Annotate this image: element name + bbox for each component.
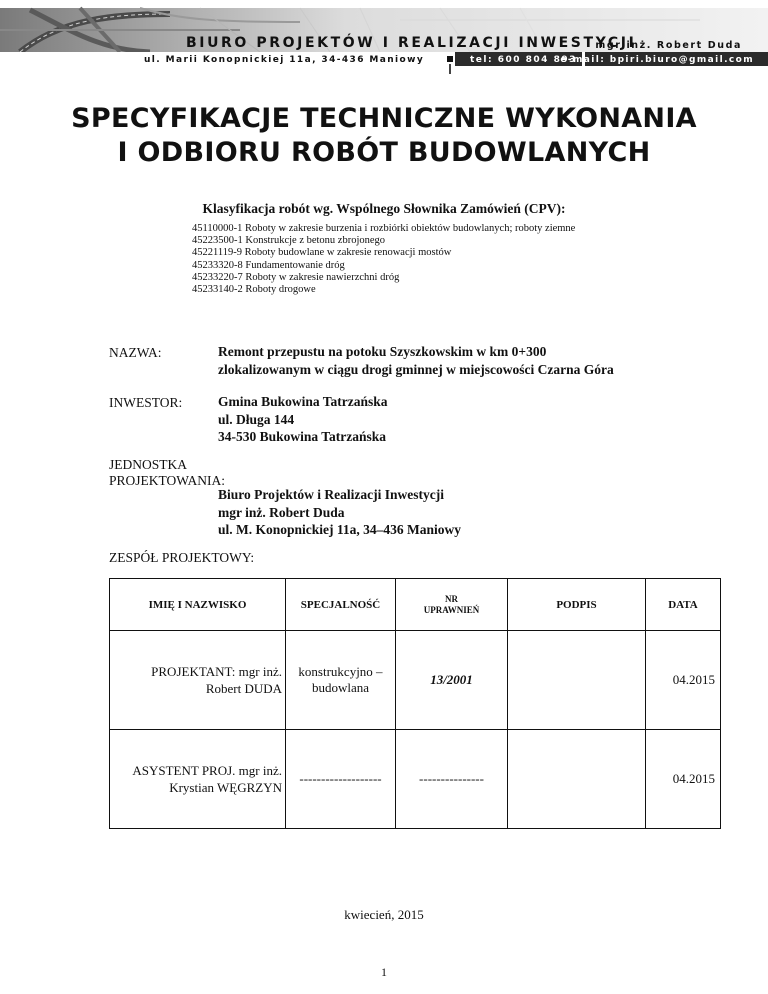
office-phone: tel: 600 804 893	[470, 55, 577, 65]
project-name-line: Remont przepustu na potoku Szyszkowskim w km 0+300	[218, 344, 547, 359]
name-label: NAZWA:	[109, 345, 162, 360]
signature-cell	[508, 730, 646, 829]
investor-line: ul. Długa 144	[218, 411, 295, 427]
table-row	[110, 631, 721, 730]
cpv-item: 45223500-1 Konstrukcje z betonu zbrojonego	[192, 235, 386, 247]
document-title	[0, 102, 768, 170]
person-specialty	[286, 730, 396, 829]
cpv-item: 45233220-7 Roboty w zakresie nawierzchni dróg	[192, 271, 400, 283]
person-name	[110, 730, 286, 829]
cpv-item: 45233140-2 Roboty drogowe	[192, 284, 316, 296]
office-email: e-mail: bpiri.biuro@gmail.com	[560, 55, 754, 65]
person-name	[110, 631, 286, 730]
table-row	[110, 730, 721, 829]
cpv-item: 45221119-9 Roboty budowlane w zakresie renowacji mostów	[192, 247, 452, 259]
header-signature: PODPIS	[508, 579, 646, 631]
document-date: kwiecień, 2015	[344, 907, 424, 922]
cpv-item: 45110000-1 Roboty w zakresie burzenia i rozbiórki obiektów budowlanych; roboty ziemne	[192, 223, 576, 234]
cpv-heading: Klasyfikacja robót wg. Wspólnego Słownika Zamówień (CPV):	[202, 201, 566, 216]
table-header-row	[110, 579, 721, 631]
person-role: ASYSTENT PROJ. mgr inż.	[132, 763, 282, 778]
person-fullname: Robert DUDA	[205, 681, 282, 696]
header-license-line: NR	[445, 593, 458, 604]
design-unit-label-line: PROJEKTOWANIA:	[109, 473, 226, 488]
cpv-item: 45233320-8 Fundamentowanie dróg	[192, 259, 345, 271]
header-license	[396, 579, 508, 631]
project-name-line: zlokalizowanym w ciągu drogi gminnej w miejscowości Czarna Góra	[218, 361, 614, 377]
person-role: PROJEKTANT: mgr inż.	[151, 664, 282, 679]
document-title-line-1: SPECYFIKACJE TECHNICZNE WYKONANIA	[71, 103, 697, 134]
engineer-name: mgr inż. Robert Duda	[595, 40, 742, 51]
investor-details	[218, 393, 388, 446]
design-unit-label	[109, 457, 225, 489]
person-specialty	[286, 631, 396, 730]
signature-cell	[508, 631, 646, 730]
design-unit-details	[218, 486, 461, 539]
document-title-line-2: I ODBIORU ROBÓT BUDOWLANYCH	[117, 137, 651, 168]
specialty-line: budowlana	[311, 680, 370, 695]
design-team-label: ZESPÓŁ PROJEKTOWY:	[109, 550, 255, 565]
specialty-line: -------------------	[299, 771, 382, 786]
investor-line: Gmina Bukowina Tatrzańska	[218, 394, 388, 409]
design-unit-line: mgr inż. Robert Duda	[218, 504, 345, 520]
investor-line: 34-530 Bukowina Tatrzańska	[218, 429, 387, 444]
cpv-list	[192, 223, 575, 296]
row-date: 04.2015	[646, 730, 721, 829]
design-unit-label-line: JEDNOSTKA	[109, 457, 188, 472]
letterhead	[0, 0, 768, 78]
design-unit-line: ul. M. Konopnickiej 11a, 34–436 Maniowy	[218, 522, 462, 537]
investor-label: INWESTOR:	[109, 395, 183, 410]
header-specialty: SPECJALNOŚĆ	[286, 579, 396, 631]
office-address: ul. Marii Konopnickiej 11a, 34-436 Maniowy	[144, 55, 425, 65]
design-team-table	[109, 578, 721, 829]
row-date: 04.2015	[646, 631, 721, 730]
design-unit-line: Biuro Projektów i Realizacji Inwestycji	[218, 487, 444, 502]
header-license-line: UPRAWNIEŃ	[423, 604, 480, 615]
project-name	[218, 343, 614, 378]
header-date: DATA	[646, 579, 721, 631]
license-number: ---------------	[396, 730, 508, 829]
page-number: 1	[381, 965, 387, 979]
bullet-icon	[447, 56, 453, 62]
license-number: 13/2001	[396, 631, 508, 730]
specialty-line: konstrukcyjno –	[298, 664, 383, 679]
office-name: BIURO PROJEKTÓW I REALIZACJI INWESTYCJI	[186, 35, 637, 51]
person-fullname: Krystian WĘGRZYN	[169, 780, 282, 795]
header-name: IMIĘ I NAZWISKO	[110, 579, 286, 631]
